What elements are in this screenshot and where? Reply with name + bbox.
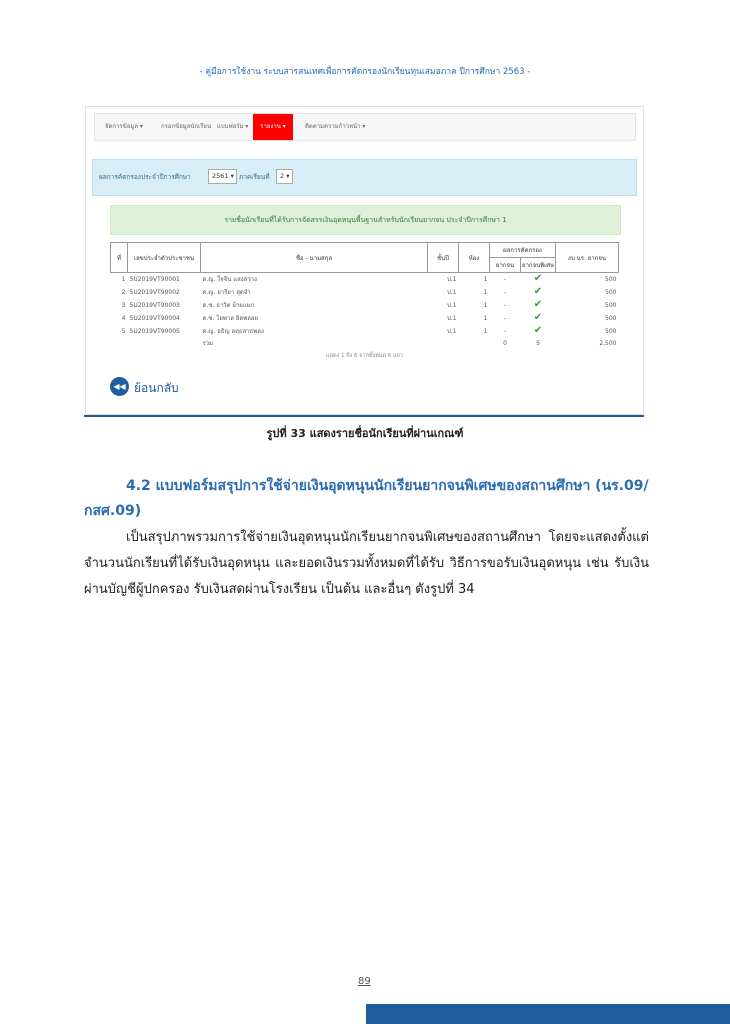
- col-budget: งบ นร. ยากจน: [556, 243, 619, 273]
- row-room: 1: [483, 327, 488, 335]
- table-row: [111, 273, 619, 287]
- nav-forms[interactable]: แบบฟอร์ม ▾: [217, 123, 249, 130]
- table-body: [111, 273, 619, 351]
- table-row: [111, 312, 619, 325]
- check-icon: ✔: [533, 273, 543, 284]
- row-no: 5: [121, 327, 126, 335]
- check-icon: ✔: [533, 299, 543, 310]
- table-row: [111, 286, 619, 299]
- row-no: 2: [121, 288, 126, 296]
- row-extreme: [521, 273, 556, 287]
- back-label: ย้อนกลับ: [134, 381, 179, 395]
- row-no: 3: [121, 301, 126, 309]
- total-budget: 2,500: [599, 340, 617, 347]
- row-class: ป.1: [446, 327, 457, 335]
- nav-progress[interactable]: ติดตามความก้าวหน้า ▾: [305, 123, 366, 130]
- row-name: ด.ช. โยพาล ยิดพลอย: [202, 314, 258, 322]
- row-class: ป.1: [446, 275, 457, 283]
- year-select[interactable]: 2561 ▾: [208, 169, 237, 184]
- row-budget: 500: [605, 301, 617, 309]
- col-no: ที่: [111, 243, 128, 273]
- row-extreme: [521, 312, 556, 325]
- figure-caption: รูปที่ 33 แสดงรายชื่อนักเรียนที่ผ่านเกณฑ์: [266, 427, 464, 440]
- row-id: 5U2019VT90005: [129, 327, 180, 335]
- rewind-icon: ◀◀: [110, 377, 129, 396]
- row-poor: -: [503, 314, 507, 322]
- col-id: เลขประจำตัวประชาชน: [128, 243, 201, 273]
- row-id: 5U2019VT90004: [129, 314, 180, 322]
- student-table: [110, 242, 619, 350]
- row-name: ด.ญ. อารียา สุดจำ: [202, 288, 251, 296]
- col-class: ชั้นปี: [428, 243, 459, 273]
- row-no: 1: [121, 275, 126, 283]
- nav-enter-student[interactable]: กรอกข้อมูลนักเรียน: [161, 123, 212, 130]
- row-name: ด.ญ. ใจจีน แสงสว่าง: [202, 275, 257, 283]
- footer-bar: [366, 1004, 730, 1024]
- row-room: 1: [483, 288, 488, 296]
- page-number: 89: [358, 976, 371, 987]
- row-poor: -: [503, 327, 507, 335]
- row-extreme: [521, 299, 556, 312]
- nav-reports[interactable]: รายงาน ▾: [253, 114, 293, 140]
- col-group-screening: ผลการคัดกรอง: [490, 243, 556, 258]
- row-id: 5U2019VT90003: [129, 301, 180, 309]
- col-extreme: ยากจนพิเศษ: [521, 258, 556, 273]
- row-id: 5U2019VT90001: [129, 275, 180, 283]
- row-budget: 500: [605, 314, 617, 322]
- total-poor: 0: [503, 340, 507, 347]
- check-icon: ✔: [533, 286, 543, 297]
- nav-manage-data[interactable]: จัดการข้อมูล ▾: [105, 123, 143, 130]
- total-label: รวม: [202, 340, 214, 347]
- row-poor: -: [503, 288, 507, 296]
- embedded-screenshot: [85, 106, 644, 415]
- check-icon: ✔: [533, 325, 543, 336]
- section-heading: 4.2 แบบฟอร์มสรุปการใช้จ่ายเงินอุดหนุนนักเรียนยากจนพิเศษของสถานศึกษา (นร.09/กสศ.09): [84, 478, 649, 519]
- row-class: ป.1: [446, 288, 457, 296]
- col-poor: ยากจน: [490, 258, 521, 273]
- row-name: ด.ญ. อธิญ ลฤธสาธพลง: [202, 327, 264, 335]
- table-row: [111, 299, 619, 312]
- year-label: ผลการคัดกรองประจำปีการศึกษา: [99, 173, 191, 181]
- row-poor: -: [503, 275, 507, 283]
- row-id: 5U2019VT90002: [129, 288, 180, 296]
- term-label: ภาคเรียนที่: [239, 173, 270, 181]
- row-class: ป.1: [446, 314, 457, 322]
- term-select[interactable]: 2 ▾: [276, 169, 293, 184]
- table-row: [111, 325, 619, 338]
- figure-rule: [84, 415, 644, 417]
- row-budget: 500: [605, 327, 617, 335]
- total-row: [111, 338, 619, 350]
- row-class: ป.1: [446, 301, 457, 309]
- row-poor: -: [503, 301, 507, 309]
- app-navbar: [94, 113, 636, 141]
- check-icon: ✔: [533, 312, 543, 323]
- running-header: - คู่มือการใช้งาน ระบบสารสนเทศเพื่อการคัดกรองนักเรียนทุนเสมอภาค ปีการศึกษา 2563 -: [199, 67, 531, 77]
- row-extreme: [521, 325, 556, 338]
- filter-panel: [92, 159, 637, 196]
- table-info: แสดง 1 ถึง 6 จากทั้งหมด 6 แถว: [326, 353, 403, 359]
- total-extreme: 5: [536, 340, 540, 347]
- row-no: 4: [121, 314, 126, 322]
- result-banner: รายชื่อนักเรียนที่ได้รับการจัดสรรเงินอุดหนุนพื้นฐานสำหรับนักเรียนยากจน ประจำปีการศึกษา 1: [110, 205, 621, 235]
- row-room: 1: [483, 314, 488, 322]
- row-extreme: [521, 286, 556, 299]
- row-name: ด.ช. ธาวิต ย้ายแมก: [202, 301, 255, 309]
- row-budget: 500: [605, 288, 617, 296]
- row-room: 1: [483, 301, 488, 309]
- body-paragraph: เป็นสรุปภาพรวมการใช้จ่ายเงินอุดหนุนนักเรียนยากจนพิเศษของสถานศึกษา โดยจะแสดงตั้งแต่จำนวนนักเรียนที่ได้รับเงินอุดหนุน และยอดเงินรวมทั้งหมดที่ได้รับ วิธีการขอรับเงินอุดหนุน เช่น รับเงินผ่านบัญชีผู้ปกครอง รับเงินสดผ่านโรงเรียน เป็นต้น และอื่นๆ ดังรูปที่ 34: [84, 530, 649, 597]
- col-room: ห้อง: [459, 243, 490, 273]
- row-budget: 500: [605, 275, 617, 283]
- row-room: 1: [483, 275, 488, 283]
- col-name: ชื่อ - นามสกุล: [201, 243, 428, 273]
